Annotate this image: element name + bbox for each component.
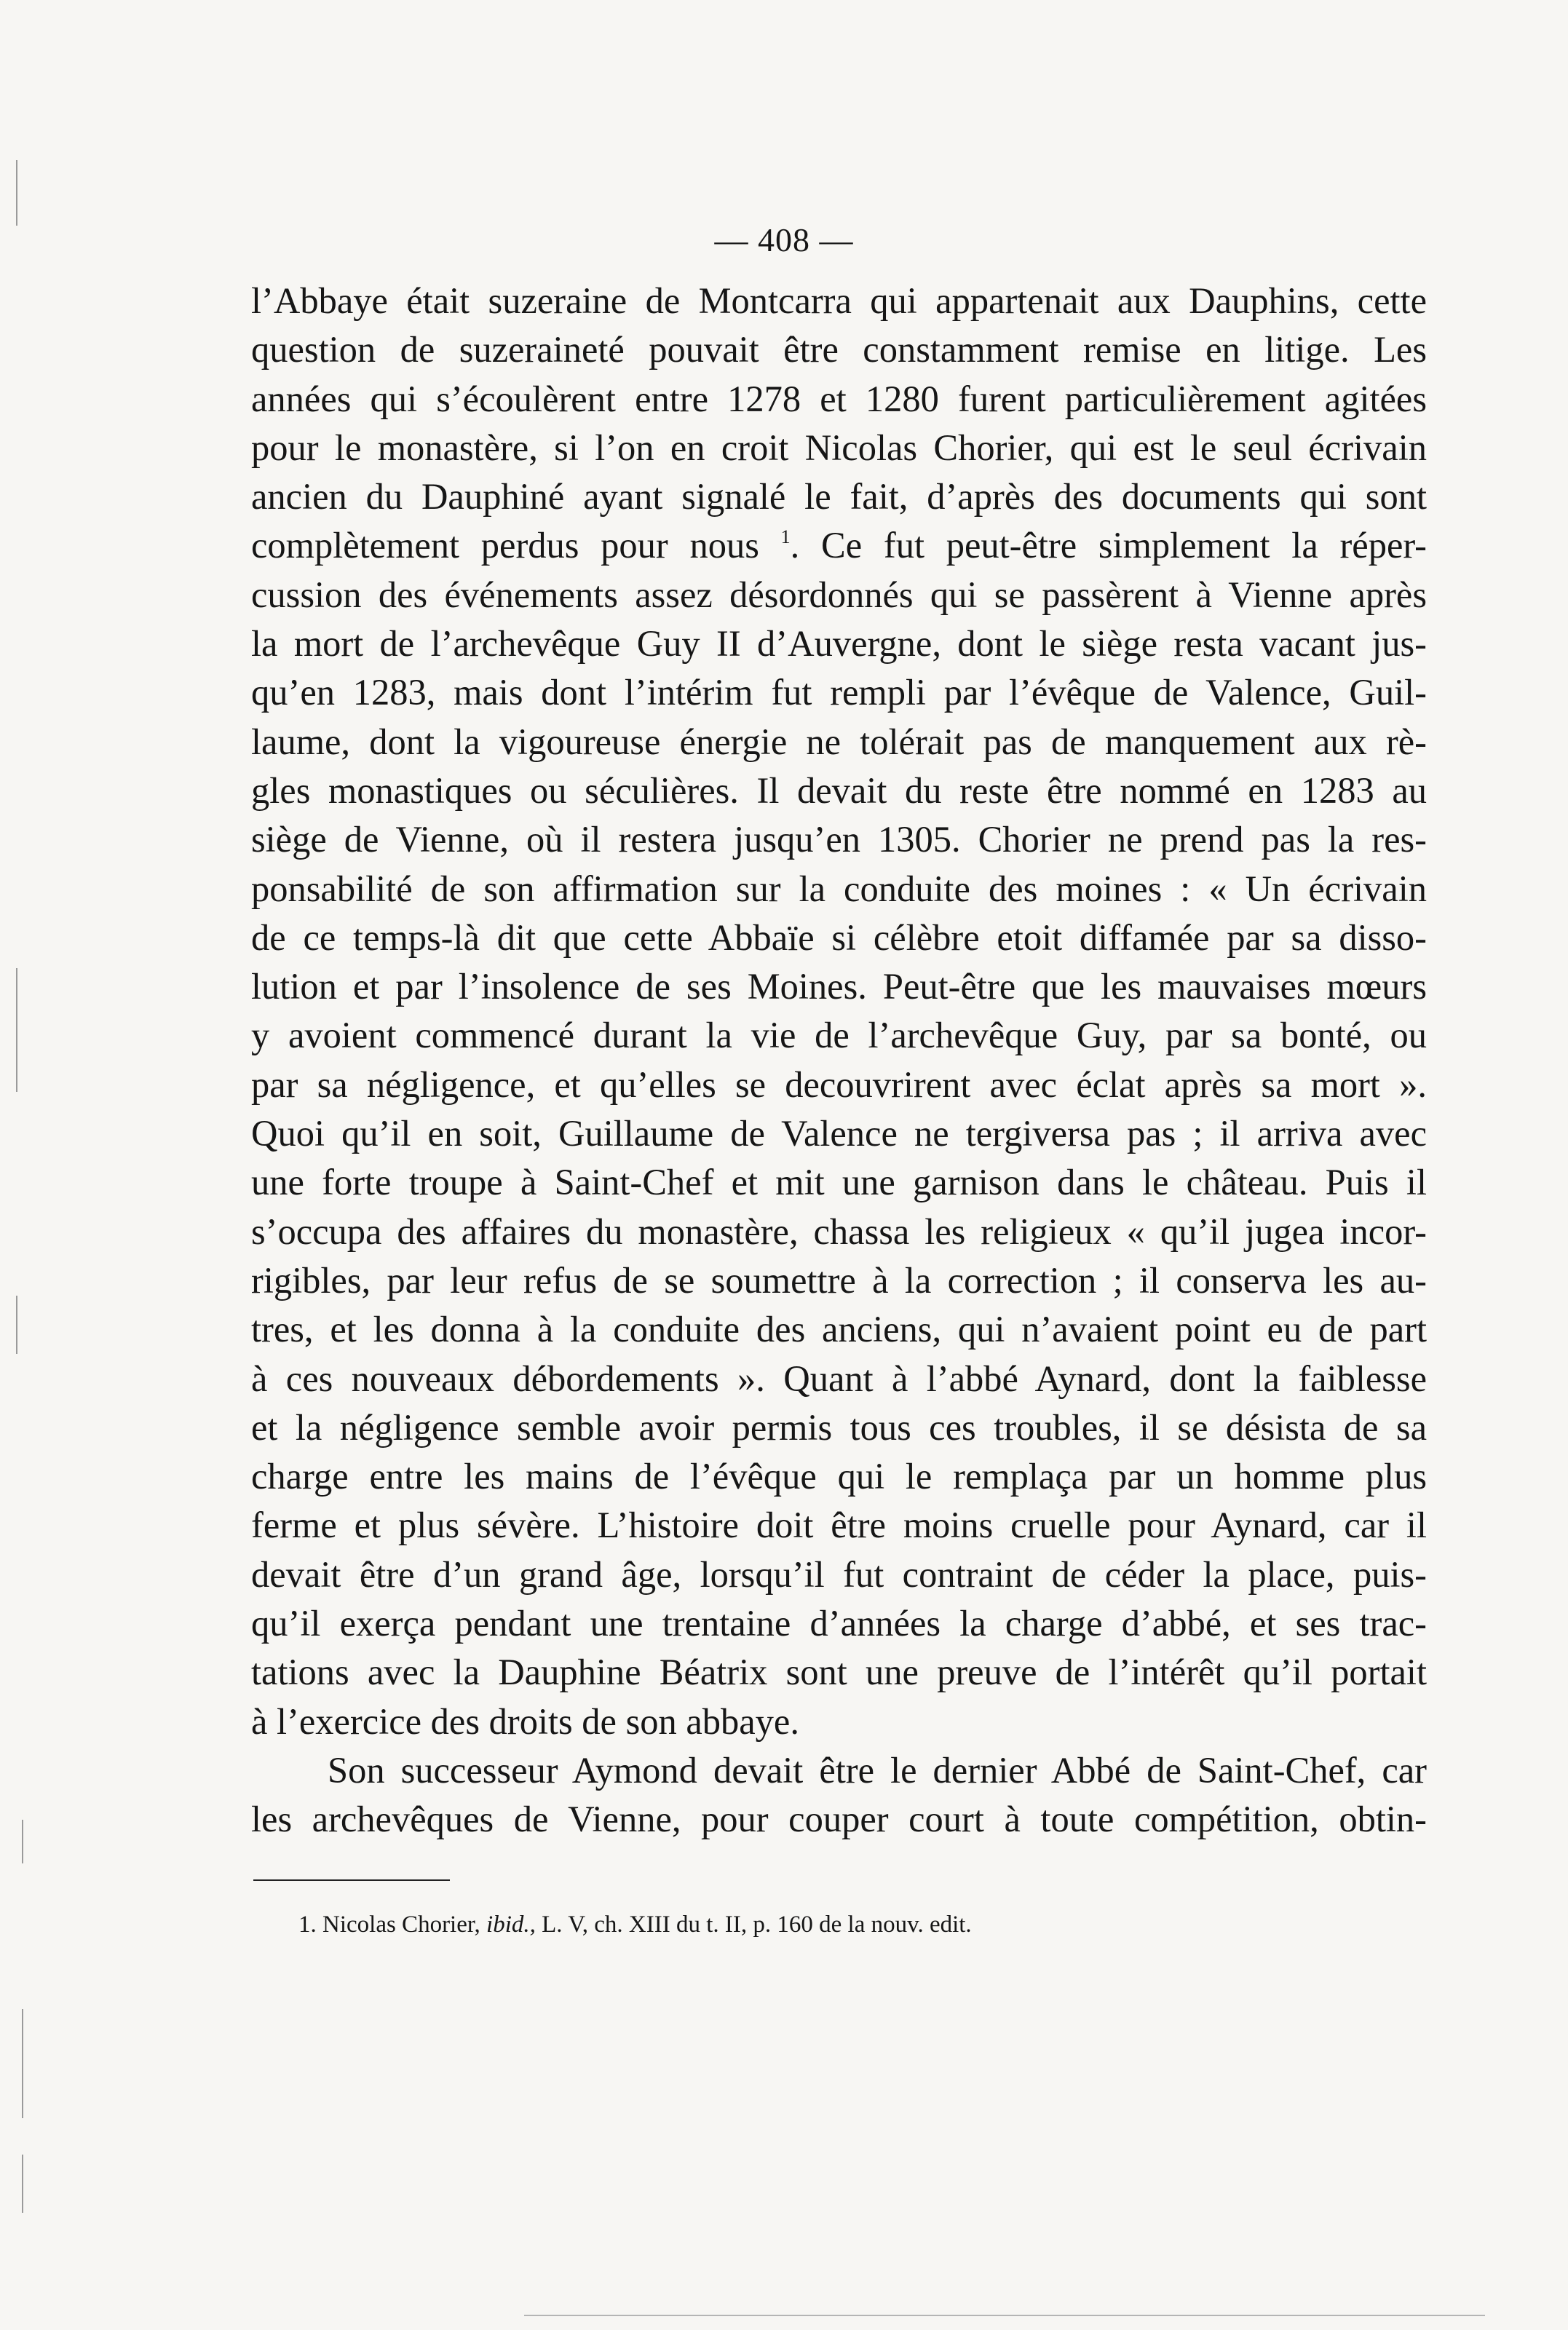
text-line: l’Abbaye était suzeraine de Montcarra qui appartenait aux Dauphins, cette [251,280,1427,321]
text-line: de ce temps-là dit que cette Abbaïe si célèbre etoit diffamée par sa disso- [251,916,1427,958]
body-text [251,277,1427,1844]
footnote-separator [253,1879,450,1881]
scan-artifact [16,160,17,226]
text-line: tations avec la Dauphine Béatrix sont une preuve de l’intérêt qu’il portait [251,1652,1427,1693]
text-line: par sa négligence, et qu’elles se decouvrirent avec éclat après sa mort ». [251,1063,1427,1105]
text-line: question de suzeraineté pouvait être constamment remise en litige. Les [251,329,1427,370]
scan-artifact [22,2155,23,2213]
text-line: lution et par l’insolence de ses Moines. Peut-être que les mauvaises mœurs [251,966,1427,1007]
text-line: devait être d’un grand âge, lorsqu’il fut contraint de céder la place, puis- [251,1553,1427,1595]
scan-artifact [16,968,17,1092]
text-line: ponsabilité de son affirmation sur la conduite des moines : « Un écrivain [251,868,1427,909]
scan-artifact [22,2009,23,2118]
text-line: siège de Vienne, où il restera jusqu’en 1305. Chorier ne prend pas la res- [251,819,1427,860]
text-line: les archevêques de Vienne, pour couper court à toute compétition, obtin- [251,1799,1427,1840]
text-line: Quoi qu’il en soit, Guillaume de Valence ne tergiversa pas ; il arriva avec [251,1113,1427,1154]
text-line: ferme et plus sévère. L’histoire doit être moins cruelle pour Aynard, car il [251,1505,1427,1546]
text-line: rigibles, par leur refus de se soumettre à la correction ; il conserva les au- [251,1259,1427,1301]
text-line: une forte troupe à Saint-Chef et mit une garnison dans le château. Puis il [251,1162,1427,1203]
text-line: ancien du Dauphiné ayant signalé le fait, d’après des documents qui sont [251,476,1427,518]
text-line-with-footnote-ref [251,521,1427,570]
text-line: années qui s’écoulèrent entre 1278 et 1280 furent particulièrement agitées [251,378,1427,419]
text-line: à l’exercice des droits de son abbaye. [251,1700,799,1742]
scan-artifact [22,1820,23,1863]
text-line: pour le monastère, si l’on en croit Nicolas Chorier, qui est le seul écrivain [251,427,1427,468]
footnote-author: Nicolas Chorier, [322,1911,480,1938]
footnote-number: 1. [298,1911,317,1938]
footnote-reference: 1 [780,526,791,548]
text-line: charge entre les mains de l’évêque qui le remplaça par un homme plus [251,1456,1427,1497]
text-line: y avoient commencé durant la vie de l’archevêque Guy, par sa bonté, ou [251,1015,1427,1056]
text-segment: . Ce fut peut-être simplement la réper- [790,525,1427,566]
scan-edge-line [524,2315,1485,2316]
text-line: laume, dont la vigoureuse énergie ne tolérait pas de manquement aux rè- [251,721,1427,762]
page-number: — 408 — [714,221,854,258]
text-line: gles monastiques ou séculières. Il devait du reste être nommé en 1283 au [251,769,1427,811]
footnote-ibid: ibid., [486,1911,536,1938]
footnote-citation: L. V, ch. XIII du t. II, p. 160 de la nouv. edit. [542,1911,972,1938]
text-segment: complètement perdus pour nous [251,525,759,566]
scan-artifact [16,1296,17,1354]
text-line: et la négligence semble avoir permis tous ces troubles, il se désista de sa [251,1406,1427,1448]
text-line: cussion des événements assez désordonnés qui se passèrent à Vienne après [251,574,1427,615]
footnote [298,1909,972,1941]
text-line: à ces nouveaux débordements ». Quant à l’abbé Aynard, dont la faiblesse [251,1358,1427,1399]
text-line: qu’il exerça pendant une trentaine d’années la charge d’abbé, et ses trac- [251,1603,1427,1644]
text-line: la mort de l’archevêque Guy II d’Auvergne, dont le siège resta vacant jus- [251,623,1427,665]
paragraph-first-line: Son successeur Aymond devait être le dernier Abbé de Saint-Chef, car [328,1749,1427,1791]
text-line: s’occupa des affaires du monastère, chassa les religieux « qu’il jugea incor- [251,1210,1427,1252]
text-line: qu’en 1283, mais dont l’intérim fut rempli par l’évêque de Valence, Guil- [251,672,1427,713]
text-line: tres, et les donna à la conduite des anciens, qui n’avaient point eu de part [251,1309,1427,1350]
